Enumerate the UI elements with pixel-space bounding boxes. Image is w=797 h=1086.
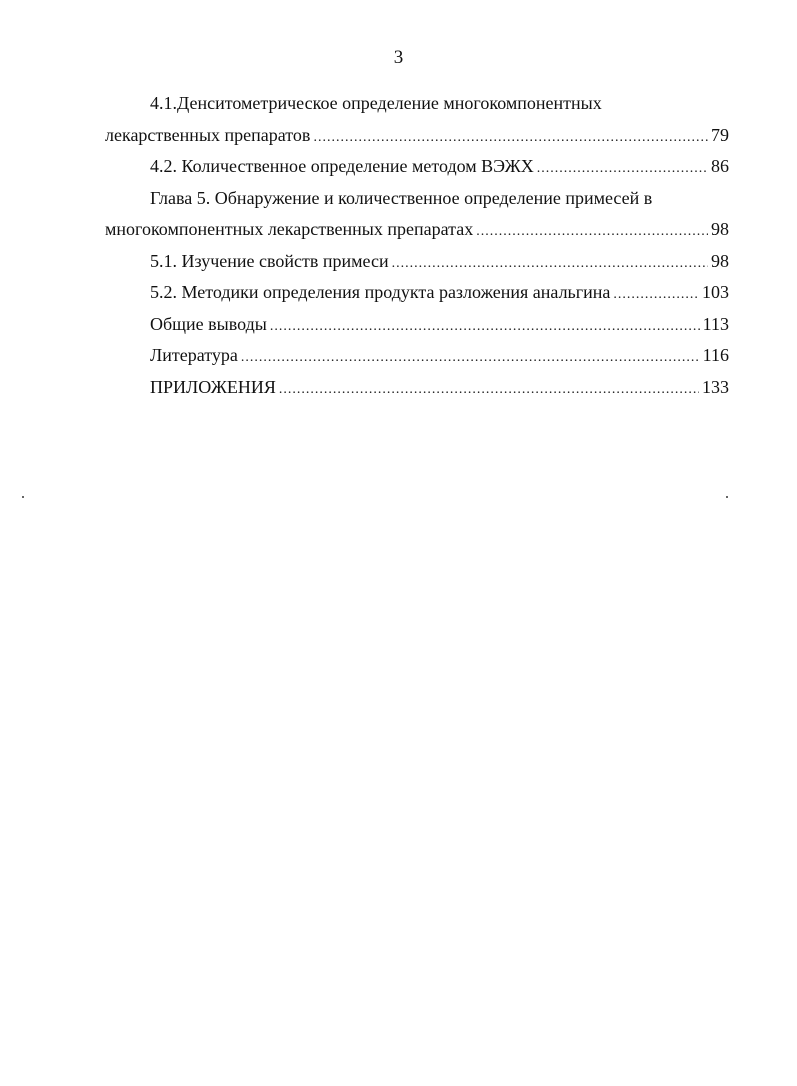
dot-leader <box>613 279 699 311</box>
toc-entry-title: 4.1.Денситометрическое определение многокомпонентных <box>150 93 602 113</box>
toc-entry-continuation <box>105 214 729 246</box>
toc-entry-title-continued: многокомпонентных лекарственных препаратах <box>105 219 474 239</box>
toc-entry-title-continued: лекарственных препаратов <box>105 124 311 145</box>
scan-edge-mark-left <box>22 496 24 498</box>
toc-page-number: 79 <box>711 124 729 145</box>
toc-entry-title: Литература <box>150 345 238 365</box>
dot-leader <box>537 153 708 185</box>
toc-entry-conclusions <box>105 309 729 341</box>
table-of-contents <box>105 88 729 403</box>
toc-entry-literature <box>105 340 729 372</box>
toc-page-number: 133 <box>702 376 729 397</box>
toc-entry-title: ПРИЛОЖЕНИЯ <box>150 376 276 397</box>
dot-leader <box>476 216 708 248</box>
toc-entry-chapter-5 <box>105 183 729 246</box>
dot-leader <box>270 311 700 343</box>
toc-entry-appendices <box>105 372 729 404</box>
toc-entry-5-1 <box>105 246 729 278</box>
toc-entry-title: 5.1. Изучение свойств примеси <box>150 250 389 271</box>
toc-page-number: 103 <box>702 282 729 302</box>
page-number: 3 <box>393 47 404 68</box>
dot-leader <box>392 248 708 280</box>
dot-leader <box>241 342 700 374</box>
toc-page-number: 98 <box>711 250 729 271</box>
toc-entry-4-2 <box>105 151 729 183</box>
toc-page-number: 86 <box>711 156 729 176</box>
toc-entry-title: 4.2. Количественное определение методом ВЭЖХ <box>150 156 534 176</box>
dot-leader <box>313 122 708 154</box>
toc-entry-4-1 <box>105 88 729 151</box>
toc-page-number: 116 <box>702 345 729 365</box>
toc-page-number: 98 <box>711 219 729 239</box>
toc-entry-title: Глава 5. Обнаружение и количественное определение примесей в <box>150 187 653 208</box>
toc-entry-5-2 <box>105 277 729 309</box>
scan-edge-mark-right <box>726 496 728 498</box>
toc-entry-title: Общие выводы <box>150 313 267 334</box>
toc-page-number: 113 <box>702 313 729 334</box>
toc-entry-continuation <box>105 120 729 152</box>
toc-entry-title: 5.2. Методики определения продукта разложения анальгина <box>150 282 611 302</box>
dot-leader <box>279 374 699 406</box>
